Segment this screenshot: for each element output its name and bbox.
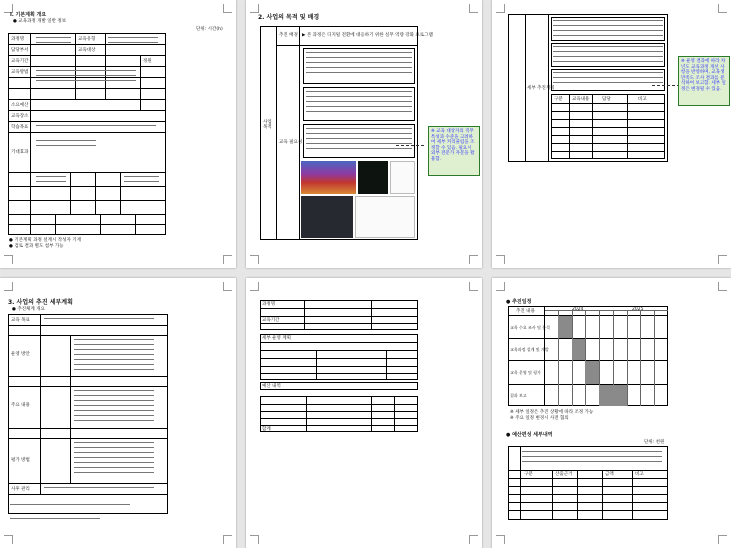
page-heading: 3. 사업의 추진 세부계획	[8, 299, 73, 306]
document-page-3	[492, 0, 731, 268]
page-heading: Ⅰ. 기본계획 개요	[10, 12, 47, 18]
label: 과정명	[11, 37, 25, 42]
label: 세부 운영 계획	[262, 336, 291, 341]
document-page-4	[0, 278, 236, 548]
page-heading: 2. 사업의 목적 및 배경	[258, 14, 320, 21]
budget-header: 비고	[635, 472, 644, 477]
gantt-row-label: 결과 보고	[510, 393, 527, 398]
note-text: ※ 세부 일정은 추진 상황에 따라 조정 가능	[510, 410, 594, 415]
section-subheading: ● 추진체계 개요	[12, 307, 45, 312]
section-heading: ● 예산편성 세부내역	[506, 432, 553, 438]
document-page-1	[0, 0, 236, 268]
budget-header: 구분	[524, 472, 533, 477]
gantt-header: 2024	[572, 307, 584, 312]
label: 교육기간	[262, 318, 280, 323]
gantt-header: 2025	[632, 307, 644, 312]
gantt-col-line	[585, 310, 586, 406]
budget-header: 산출근거	[555, 472, 573, 477]
table-header: 담당	[602, 97, 611, 102]
label: 예산 내역	[262, 384, 281, 389]
gantt-table	[508, 306, 668, 406]
label: 학습목표	[11, 125, 29, 130]
document-page-6	[492, 278, 731, 548]
section-heading: ● 추진일정	[506, 299, 532, 305]
summary-table	[260, 300, 418, 330]
gantt-bar	[558, 316, 572, 338]
gantt-row-label: 교육과정 설계 및 개발	[510, 347, 549, 352]
footnote: ● 검토 결과 별도 첨부 가능	[9, 244, 64, 249]
label: 교육기간	[11, 59, 29, 64]
lead-text: ▶ 본 과정은 디지털 전환에 대응하기 위한 실무 역량 강화 프로그램	[302, 33, 433, 38]
col-label: 추진 배경	[279, 33, 298, 38]
gantt-row-label: 교육 운영 및 평가	[510, 370, 541, 375]
gantt-bar	[585, 361, 599, 384]
label: 교육 목표	[11, 318, 30, 323]
unit-label: 단위: 시간(h)	[196, 27, 223, 32]
table-header: 교육내용	[572, 97, 590, 102]
document-page-2	[246, 0, 482, 268]
photo-image	[301, 161, 356, 194]
label: 사후 관리	[11, 487, 30, 492]
label: 교육유형	[78, 37, 96, 42]
table-header: 비고	[638, 97, 647, 102]
gantt-col-line	[654, 310, 655, 406]
gantt-header: 추진 내용	[516, 309, 535, 314]
footnote: ● 기본계획 과정 설계시 작성자 기재	[9, 238, 81, 243]
label: 주요 내용	[11, 403, 30, 408]
screenshot-image	[358, 161, 388, 194]
label: 합계	[262, 427, 271, 432]
gantt-col-line	[627, 310, 628, 406]
label: 담당부서	[11, 48, 29, 53]
budget-header: 금액	[605, 472, 614, 477]
gantt-bar	[599, 385, 627, 406]
crop-mark	[223, 255, 232, 264]
section-subheading: ● 교육과정 개발 일반 정보	[13, 19, 67, 24]
label: 교육방법	[11, 70, 29, 75]
side-label: 세부 추진계획	[527, 86, 555, 91]
note-text: ※ 주요 일정 변경시 사전 협의	[510, 416, 569, 421]
label: 정원	[143, 59, 152, 64]
gantt-col-line	[640, 310, 641, 406]
document-page-5	[246, 278, 482, 548]
gantt-row-label: 교육 수요 조사 및 분석	[510, 325, 550, 330]
crop-mark	[4, 255, 13, 264]
label: 기대효과	[11, 150, 29, 155]
comment-note: ※ 교육 대상자의 직무 특성과 수준을 고려하여 세부 커리큘럼을 조정할 수 있음. 필요시 외부 전문가 자문을 활용함.	[428, 126, 480, 176]
label: 교육대상	[78, 48, 96, 53]
crop-mark	[223, 4, 232, 13]
label: 교육장소	[11, 114, 29, 119]
label: 과정명	[262, 302, 276, 307]
comment-note: ※ 운영 결과에 따라 차년도 교육과정 개선 사항을 반영하며, 교육생 만족도 조사 결과를 분석하여 보고함. 세부 일정은 변경될 수 있음.	[678, 56, 730, 106]
diagram-image	[390, 161, 415, 194]
document-image	[355, 196, 415, 238]
label: 평가 방법	[11, 458, 30, 463]
code-screenshot-image	[301, 196, 353, 238]
label: 소요예산	[11, 103, 29, 108]
col-label: 교육 필요성	[279, 140, 303, 145]
row-label: 사업 목적	[263, 120, 272, 130]
label: 운영 방안	[11, 352, 30, 357]
unit-label: 단위: 천원	[644, 440, 665, 445]
table-header: 구분	[554, 97, 563, 102]
gantt-bar	[572, 339, 586, 360]
